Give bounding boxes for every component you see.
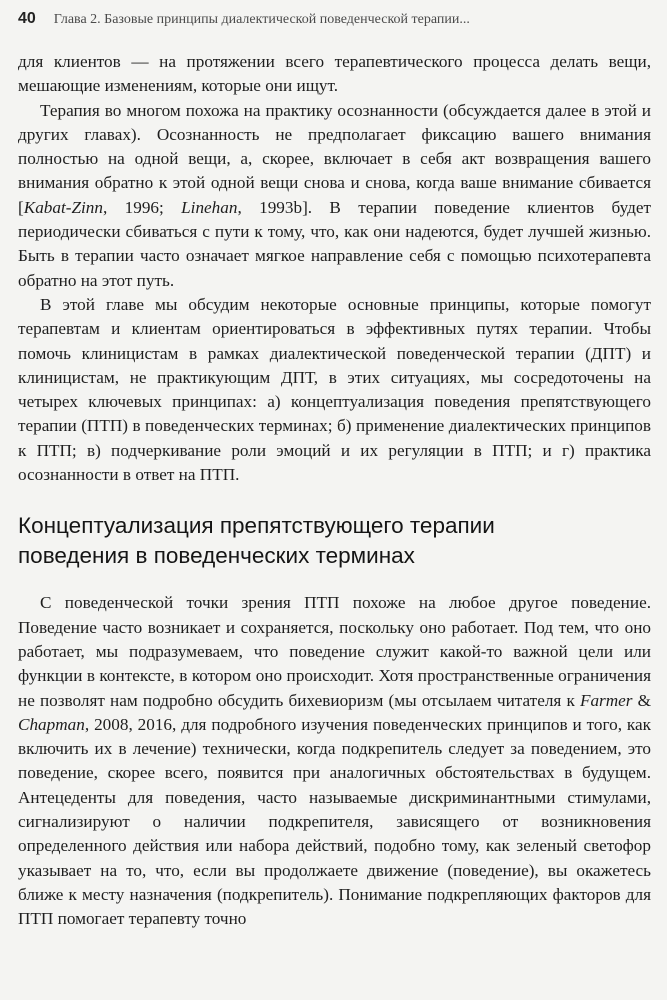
running-head [18,10,651,32]
text-run: С поведенческой точки зрения ПТП похоже на любое другое поведение. Поведение часто возникает и сохраняется, поскольку оно работает. Под тем, что оно работает, мы подразумеваем, что поведение служит какой-то важной цели или функции в контексте, в котором оно происходит. Хотя пространственные ограничения не позволят нам подробно обсудить бихевиоризм (мы отсылаем читателя к [18,593,651,710]
text-run: , 2008, 2016, для подробного изучения поведенческих принципов и того, как включить их в лечение) технически, когда подкрепитель следует за поведением, это поведение, скорее всего, появится при аналогичных обстоятельствах в будущем. Антецеденты для поведения, часто называемые дискриминантными стимулами, сигнализируют о наличии подкрепителя, зависящего от возникновения определенного действия или набора действий, подобно тому, как зеленый светофор указывает на то, что, если вы продолжаете движение (поведение), вы окажетесь ближе к месту назначения (подкрепитель). Понимание подкрепляющих факторов для ПТП помогает терапевту точно [18,714,651,929]
text-run: & [632,690,652,710]
paragraph [18,591,651,931]
text-run: , 1993b]. В терапии поведение клиентов будет периодически сбиваться с пути к тому, что, как они надеются, будет лучшей жизнью. Быть в терапии часто означает мягкое направление себя с помощью психотерапевта обратно на этот путь. [18,197,651,290]
citation-author: Farmer [579,690,633,710]
body-text-bottom [18,591,651,931]
text-run: Терапия во многом похожа на практику осознанности (обсуждается далее в этой и других главах). Осознанность не предполагает фиксацию вашего внимания полностью на одной вещи, а, скорее, включает в себя акт возвращения вашего внимания обратно к этой одной вещи снова и снова, когда ваше внимание сбивается [ [18,100,651,217]
running-title: Глава 2. Базовые принципы диалектической поведенческой терапии... [53,12,470,27]
text-run: , 1996; [103,197,182,217]
paragraph [18,293,651,487]
section-heading-line: Концептуализация препятствующего терапии [18,513,495,539]
citation-author: Linehan [181,197,238,217]
text-run: В этой главе мы обсудим некоторые основные принципы, которые помогут терапевтам и клиентам ориентироваться в эффективных путях терапии. Чтобы помочь клиницистам в рамках диалектической поведенческой терапии (ДПТ) и клиницистам, не практикующим ДПТ, в этих ситуациях, мы сосредоточены на четырех ключевых принципах: а) концептуализация поведения препятствующего терапии (ПТП) в поведенческих терминах; б) применение диалектических принципов к ПТП; в) подчеркивание роли эмоций и их регуляции в ПТП; и г) практика осознанности в ответ на ПТП. [18,294,651,485]
section-heading-line: поведения в поведенческих терминах [18,543,415,569]
page-number: 40 [18,10,36,27]
paragraph [18,99,651,293]
citation-author: Chapman [18,714,85,734]
section-heading [18,511,651,571]
citation-author: Kabat-Zinn [23,197,103,217]
paragraph [18,50,651,99]
body-text-top [18,50,651,487]
text-run: для клиентов — на протяжении всего терапевтического процесса делать вещи, мешающие изменениям, которые они ищут. [18,52,651,96]
